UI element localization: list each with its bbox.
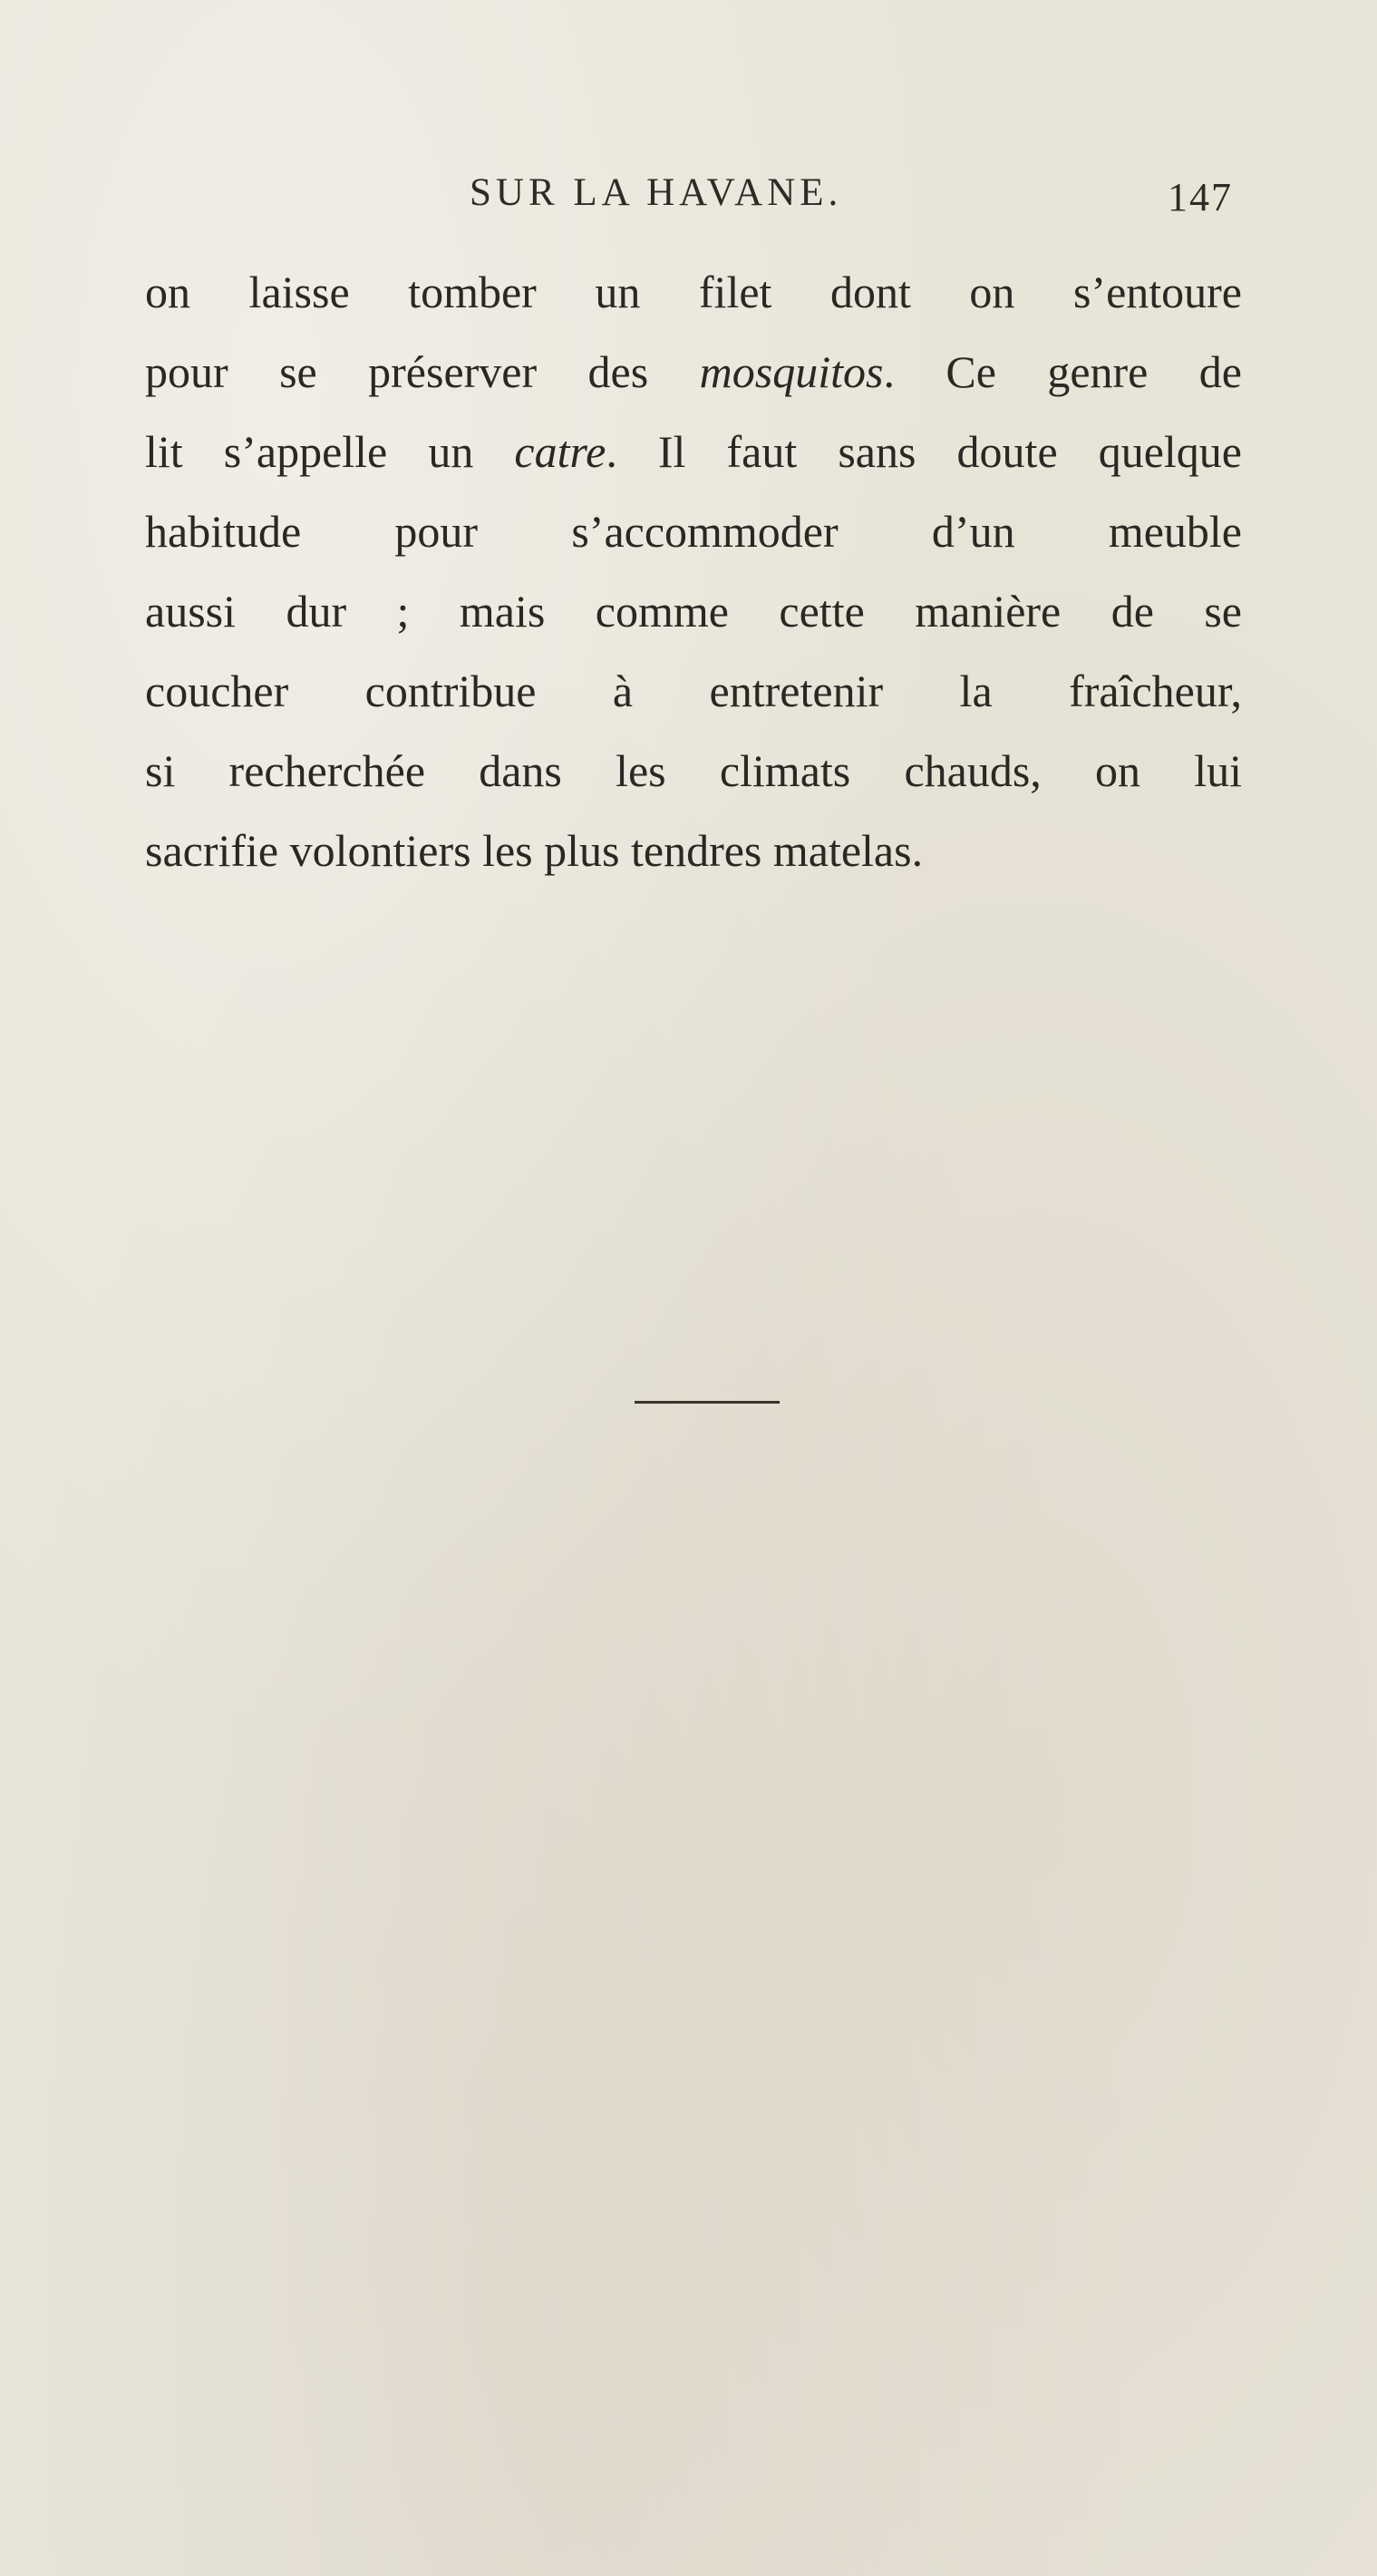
section-end-rule [635,1401,780,1404]
text-line-4: habitude pour s’accommoder d’un meuble [145,506,1242,557]
text-line-1: on laisse tomber un filet dont on s’entoure [145,267,1242,317]
text-line-7: si recherchée dans les climats chauds, on lui [145,745,1242,796]
text-line-8: sacrifie volontiers les plus tendres matelas. [145,825,924,876]
text-line-3-end: . Il faut sans doute quelque [606,426,1242,477]
text-line-2-start: pour se préserver des [145,346,700,397]
running-head [0,170,1377,225]
body-paragraph [145,252,1242,890]
text-line-3 [145,412,1242,491]
text-line-3-start: lit s’appelle un [145,426,515,477]
text-line-6: coucher contribue à entretenir la fraîcheur, [145,666,1242,716]
italic-term-catre: catre [514,426,606,477]
page-number: 147 [1168,175,1233,219]
text-line-5: aussi dur ; mais comme cette manière de se [145,586,1242,637]
italic-term-mosquitos: mosquitos [699,346,884,397]
text-line-2-end: . Ce genre de [883,346,1242,397]
running-title: SUR LA HAVANE. [470,171,843,214]
text-line-2 [145,332,1242,412]
